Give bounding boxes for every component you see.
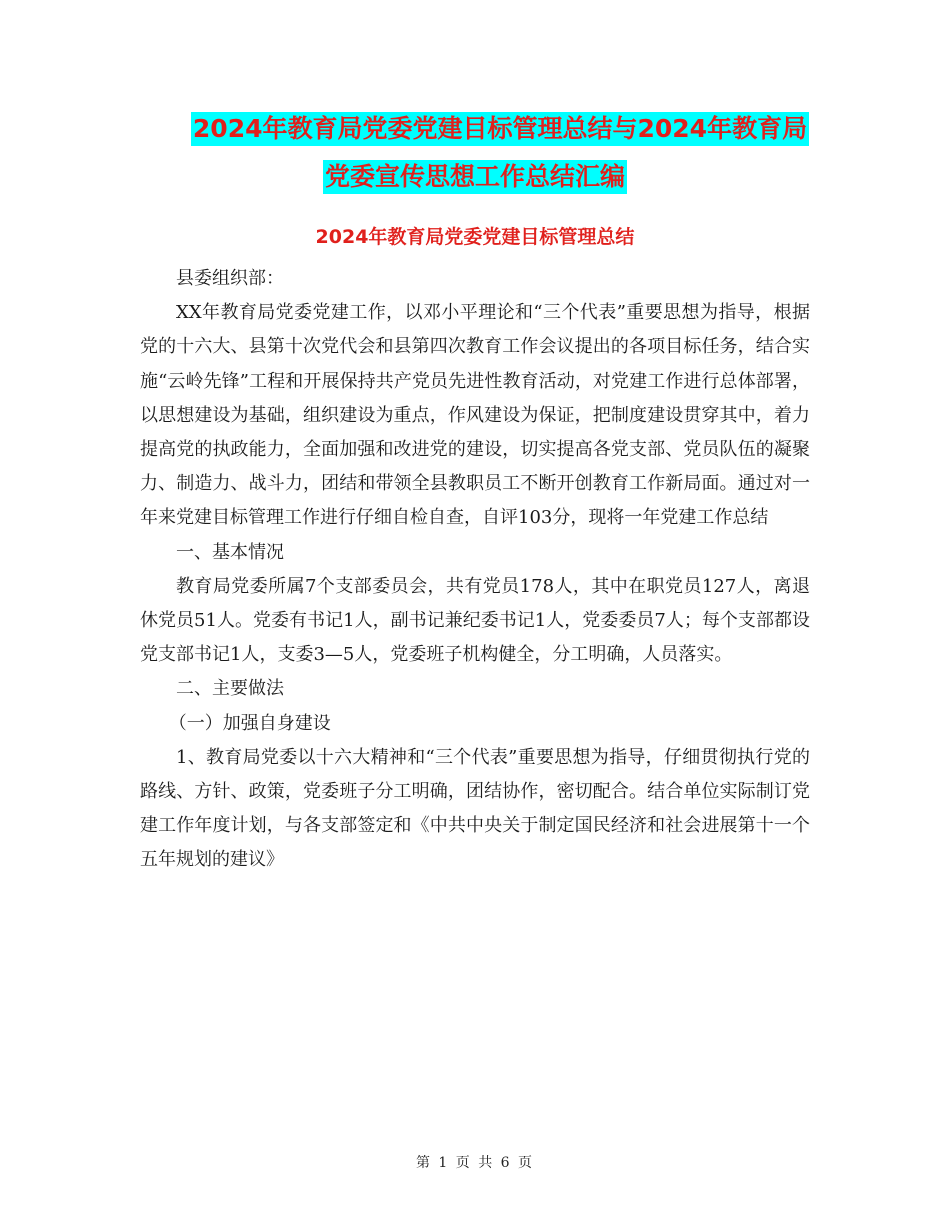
- heading-main-practices: 二、主要做法: [176, 678, 284, 700]
- document-title: [0, 112, 950, 194]
- paragraph-item-1: 1、教育局党委以十六大精神和“三个代表”重要思想为指导，仔细贯彻执行党的路线、方针、政策，党委班子分工明确，团结协作，密切配合。结合单位实际制订党建工作年度计划，与各支部签定和《中共中央关于制定国民经济和社会进展第十一个五年规划的建议》: [140, 746, 810, 871]
- heading-self-building: （一）加强自身建设: [168, 712, 331, 734]
- title-line-1: 2024年教育局党委党建目标管理总结与2024年教育局: [191, 112, 809, 146]
- paragraph-intro: XX年教育局党委党建工作，以邓小平理论和“三个代表”重要思想为指导，根据党的十六大、县第十次党代会和县第四次教育工作会议提出的各项目标任务，结合实施“云岭先锋”工程和开展保持共产党员先进性教育活动，对党建工作进行总体部署，以思想建设为基础，组织建设为重点，作风建设为保证，把制度建设贯穿其中，着力提高党的执政能力，全面加强和改进党的建设，切实提高各党支部、党员队伍的凝聚力、制造力、战斗力，团结和带领全县教职员工不断开创教育工作新局面。通过对一年来党建目标管理工作进行仔细自检自查，自评103分，现将一年党建工作总结: [140, 302, 810, 529]
- title-line-2: 党委宣传思想工作总结汇编: [323, 160, 627, 194]
- paragraph-basic-situation: 教育局党委所属7个支部委员会，共有党员178人，其中在职党员127人，离退休党员51人。党委有书记1人，副书记兼纪委书记1人，党委委员7人；每个支部都设党支部书记1人，支委3—5人，党委班子机构健全，分工明确，人员落实。: [140, 575, 810, 666]
- page-footer: 第 1 页 共 6 页: [415, 1155, 535, 1171]
- paragraph-salutation: 县委组织部：: [176, 268, 284, 289]
- section-title: 2024年教育局党委党建目标管理总结: [315, 226, 635, 248]
- heading-basic-situation: 一、基本情况: [176, 541, 284, 563]
- document-body: [140, 262, 810, 878]
